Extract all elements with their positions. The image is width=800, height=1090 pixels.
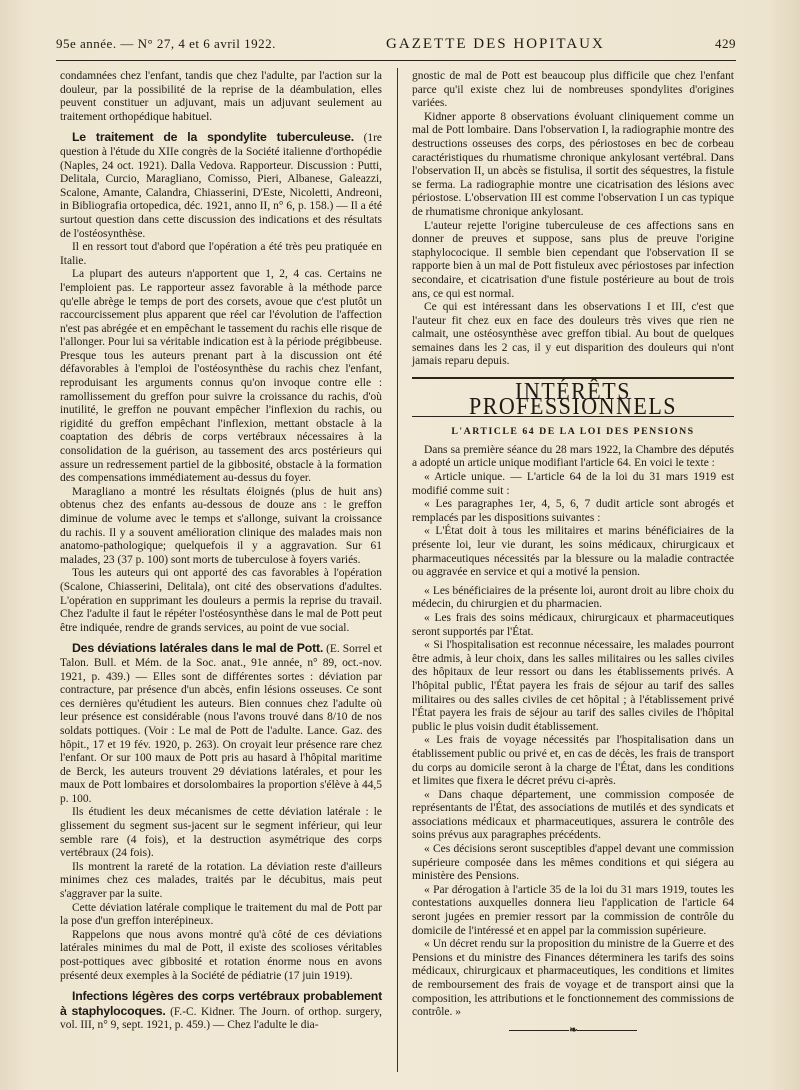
paragraph: L'auteur rejette l'origine tuberculeuse de ces affections sans en donner de preuves et suppose, sans plus de preuve l'origine staphylococique. Il semble bien cependant que l'observation II se rapporte bien à un mal de Pott fistuleux avec périostoses par infection secondaire, et cicatrisation d'une fistule postérieure au bout de trois ans, ce qui est normal. — [412, 219, 734, 300]
paragraph: « Ces décisions seront susceptibles d'appel devant une commission supérieure composée dans les mêmes conditions et qui siégera au ministère des Pensions. — [412, 843, 734, 883]
paragraph: Cette déviation latérale complique le traitement du mal de Pott par la pose d'un greffon interépineux. — [60, 901, 382, 928]
paragraph: Dans sa première séance du 28 mars 1922, la Chambre des députés a adopté un article unique modifiant l'article 64. En voici le texte : — [412, 443, 734, 470]
paragraph: Ils étudient les deux mécanismes de cette déviation latérale : le glissement du segment sus-jacent sur le segment inférieur, qui leur semble rare (4 fois), et la destruction asymétrique des corps vertébraux (24 fois). — [60, 806, 382, 860]
paragraph: Rappelons que nous avons montré qu'à côté de ces déviations latérales minimes du mal de Pott, il existe des scolioses véritables post-pottiques avec gibbosité et rotation énorme nous en avons présenté deux exemples à la Société de pédiatrie (17 juin 1919). — [60, 928, 382, 982]
left-column — [60, 70, 382, 1033]
section-lead: (E. Sorrel et Talon. Bull. et Mém. de la Soc. anat., 91e année, n° 89, oct.-nov. 1921, p. 439.) — Elles sont de différentes sortes : déviation par contracture, par présence d'un abcès, enfin lésions osseuses. Ce sont ces dernières qu'étudient les auteurs. Bien connues chez l'adulte où leur présence est considérable (nous l'avons trouvé dans 8/10 de nos soldats pottiques. (Voir : Le mal de Pott de l'adulte. Lance. Gaz. des hôpit., 17 et 19 fév. 1920, p. 263). On croyait leur présence rare chez l'enfant. Or sur 100 maux de Pott pris au hasard à l'hôpital maritime de Berck, les auteurs trouvent 29 déviations latérales, et pour les maux de Pott lombaires et dorsolombaires la proportion s'élève à 44,5 p. 100. — [60, 643, 382, 805]
paragraph: « Les frais de voyage nécessités par l'hospitalisation dans un établissement public ou privé et, en cas de décès, les frais de transport du corps au domicile seront à la charge de l'État, dans les conditions et limites que fixera le décret prévu ci-après. — [412, 734, 734, 788]
paragraph: Il en ressort tout d'abord que l'opération a été très peu pratiquée en Italie. — [60, 241, 382, 267]
paragraph: Ce qui est intéressant dans les observations I et III, c'est que l'auteur fit chez eux en face des douleurs très vives que rien ne calmait, une ostéosynthèse avec greffon tibial. Au bout de quelques semaines dans les 2 cas, il y eut disparition des douleurs qui n'ont jamais reparu depuis. — [412, 301, 734, 368]
paragraph: condamnées chez l'enfant, tandis que chez l'adulte, par l'action sur la douleur, par la possibilité de la reprise de la déambulation, elles peuvent constituer un adjuvant, mais un adjuvant seulement au traitement orthopédique habituel. — [60, 70, 382, 123]
paragraph: « Si l'hospitalisation est reconnue nécessaire, les malades pourront être admis, à leur choix, dans les salles militaires ou les salles civiles des hôpitaux de leur ressort ou dans les établissements privés. A l'hôpital public, l'État payera les frais de séjour au tarif des salles militaires ou des salles civiles de cet hôpital ; à l'établissement privé l'État payera les frais de séjour au tarif des salles civiles de l'hôpital public le plus voisin dudit établissement. — [412, 639, 734, 733]
paragraph: Maragliano a montré les résultats éloignés (plus de huit ans) obtenus chez des enfants au-dessous de douze ans : le greffon diminue de volume avec le temps et s'allonge, suivant la croissance du rachis. Il y a souvent amélioration clinique des malades mais non anatomo-pathologique; quelquefois il y a aggravation. Sur 61 malades, 23 (37 p. 100) sont morts de tuberculose à foyers variés. — [60, 485, 382, 566]
paragraph: gnostic de mal de Pott est beaucoup plus difficile que chez l'enfant parce qu'il existe chez lui de nombreuses spondylites d'origines variées. — [412, 70, 734, 110]
section-lead: (F.-C. Kidner. The Journ. of orthop. surgery, vol. III, n° 9, sept. 1921, p. 459.) — Chez l'adulte le dia- — [60, 1005, 382, 1032]
section-lead: (1re question à l'étude du XIIe congrès de la Société italienne d'orthopédie (Naples, 24 oct. 1921). Dalla Vedova. Rapporteur. Discussion : Putti, Delitala, Curcio, Maragliano, Comisso, Pieri, Albanese, Galeazzi, Scalone, Amante, Calandra, Chiasserini, D'Este, Nicoletti, Andreoni, in Bibliografia ortopedica, déc. 1921, anno II, n° 6, p. 158.) — Il a été surtout question dans cette discussion des indications et des résultats de l'ostéosynthèse. — [60, 132, 382, 240]
article-infections — [60, 990, 382, 1033]
paragraph: « Les frais des soins médicaux, chirurgicaux et pharmaceutiques seront supportés par l'État. — [412, 611, 734, 638]
header-rule — [56, 60, 736, 61]
end-ornament — [412, 1024, 734, 1038]
section-title: Le traitement de la spondylite tuberculeuse. — [72, 130, 354, 145]
ornament-rule — [577, 1030, 637, 1031]
paragraph: « Article unique. — L'article 64 de la loi du 31 mars 1919 est modifié comme suit : — [412, 471, 734, 497]
article-spondylite — [60, 131, 382, 241]
page-header — [56, 36, 736, 56]
paragraph: « Les bénéficiaires de la présente loi, auront droit au libre choix du médecin, du chirurgien et du pharmacien. — [412, 584, 734, 611]
section-title: Des déviations latérales dans le mal de Pott. — [72, 641, 324, 656]
article-deviations — [60, 642, 382, 806]
column-divider — [397, 68, 398, 1072]
section-banner — [412, 377, 734, 420]
section-title: Infections légères des corps vertébraux probablement à staphylocoques. — [60, 989, 382, 1018]
journal-title: GAZETTE DES HOPITAUX — [386, 36, 605, 52]
issue-line: 95e année. — N° 27, 4 et 6 avril 1922. — [56, 36, 276, 51]
article-title: L'ARTICLE 64 DE LA LOI DES PENSIONS — [451, 426, 695, 438]
paragraph: La plupart des auteurs n'apportent que 1, 2, 4 cas. Certains ne l'emploient pas. Le rapporteur assez favorable à la méthode parce qu'elle abrège le temps de port des corsets, avoue que c'est plutôt un raccourcissement plus apparent que réel car l'évolution de l'affection n'est pas abrégée et en empêchant le tassement du rachis elle risque de l'allonger. Pour lui sa véritable indication est à la période prégibbeuse. Presque tous les auteurs prenant part à la discussion ont été défavorables à l'emploi de l'ostéosynthèse du rachis chez l'enfant, reproduisant les arguments connus qu'on invoque contre elle : ramollissement du greffon pour suivre la croissance du rachis, d'où inutilité, le greffon ne pouvant empêcher l'inflexion du rachis, ou rigidité du greffon empêchant l'inflexion, mettant obstacle à la coaptation des débris de corps vertébraux nécessaires à la consolidation de la guérison, au tassement des arcs postérieurs qui assure un redressement partiel de la gibbosité, obstacle à la formation des compensations immédiatement au-dessus du foyer. — [60, 268, 382, 485]
paragraph: Kidner apporte 8 observations évoluant cliniquement comme un mal de Pott lombaire. Dans l'observation I, la radiographie montre des destructions osseuses des corps, des périostoses en bec de corbeau caractéristiques du rhumatisme chronique ankylosant vertébral. Dans l'observation II, un abcès se fistulisa, il sortit des séquestres, la fistule se ferma. La radiographie montre une cicatrisation des lésions avec périostose. L'observation III est comme l'observation I un cas typique de rhumatisme chronique ankylosant. — [412, 110, 734, 218]
paragraph: « L'État doit à tous les militaires et marins bénéficiaires de la présente loi, leur vie durant, les soins médicaux, chirurgicaux et pharmaceutiques nécessités par la blessure ou la maladie contractée ou aggravée en service et qui a motivé la pension. — [412, 525, 734, 579]
paragraph: « Par dérogation à l'article 35 de la loi du 31 mars 1919, toutes les contestations auxquelles donnera lieu l'application de l'article 64 seront jugées en premier ressort par la commission de contrôle du domicile de l'intéressé et en appel par la commission supérieure. — [412, 883, 734, 937]
paragraph: Tous les auteurs qui ont apporté des cas favorables à l'opération (Scalone, Chiasserini, Delitala), ont cité des observations d'adultes. L'opération en supprimant les douleurs a permis la reprise du travail. Chez l'adulte il faut le répéter l'ostéosynthèse dans le mal de Pott peut être indiquée, rendre de grands services, au point de vue social. — [60, 567, 382, 634]
paragraph: « Un décret rendu sur la proposition du ministre de la Guerre et des Pensions et du ministre des Finances déterminera les tarifs des soins médicaux, chirurgicaux et pharmaceutiques, les conditions et limites de remboursement des frais de voyage et de transport ainsi que la composition, les attributions et le fonctionnement des commissions de contrôle. » — [412, 938, 734, 1019]
ornament-icon: ❧ — [569, 1024, 577, 1036]
paragraph: Ils montrent la rareté de la rotation. La déviation reste d'ailleurs minimes chez ces malades, traités par le décubitus, mais peut s'aggraver par la suite. — [60, 860, 382, 901]
page-number: 429 — [715, 36, 736, 51]
section-banner-title: INTÉRÊTS PROFESSIONNELS — [468, 377, 678, 420]
right-column — [412, 70, 734, 1037]
paragraph: « Les paragraphes 1er, 4, 5, 6, 7 dudit article sont abrogés et remplacés par les dispositions suivantes : — [412, 498, 734, 524]
ornament-rule — [509, 1030, 569, 1031]
paragraph: « Dans chaque département, une commission composée de représentants de l'État, des associations de mutilés et des syndicats et associations médicaux et pharmaceutiques, assurera le contrôle des soins prévus aux paragraphes précédents. — [412, 788, 734, 842]
